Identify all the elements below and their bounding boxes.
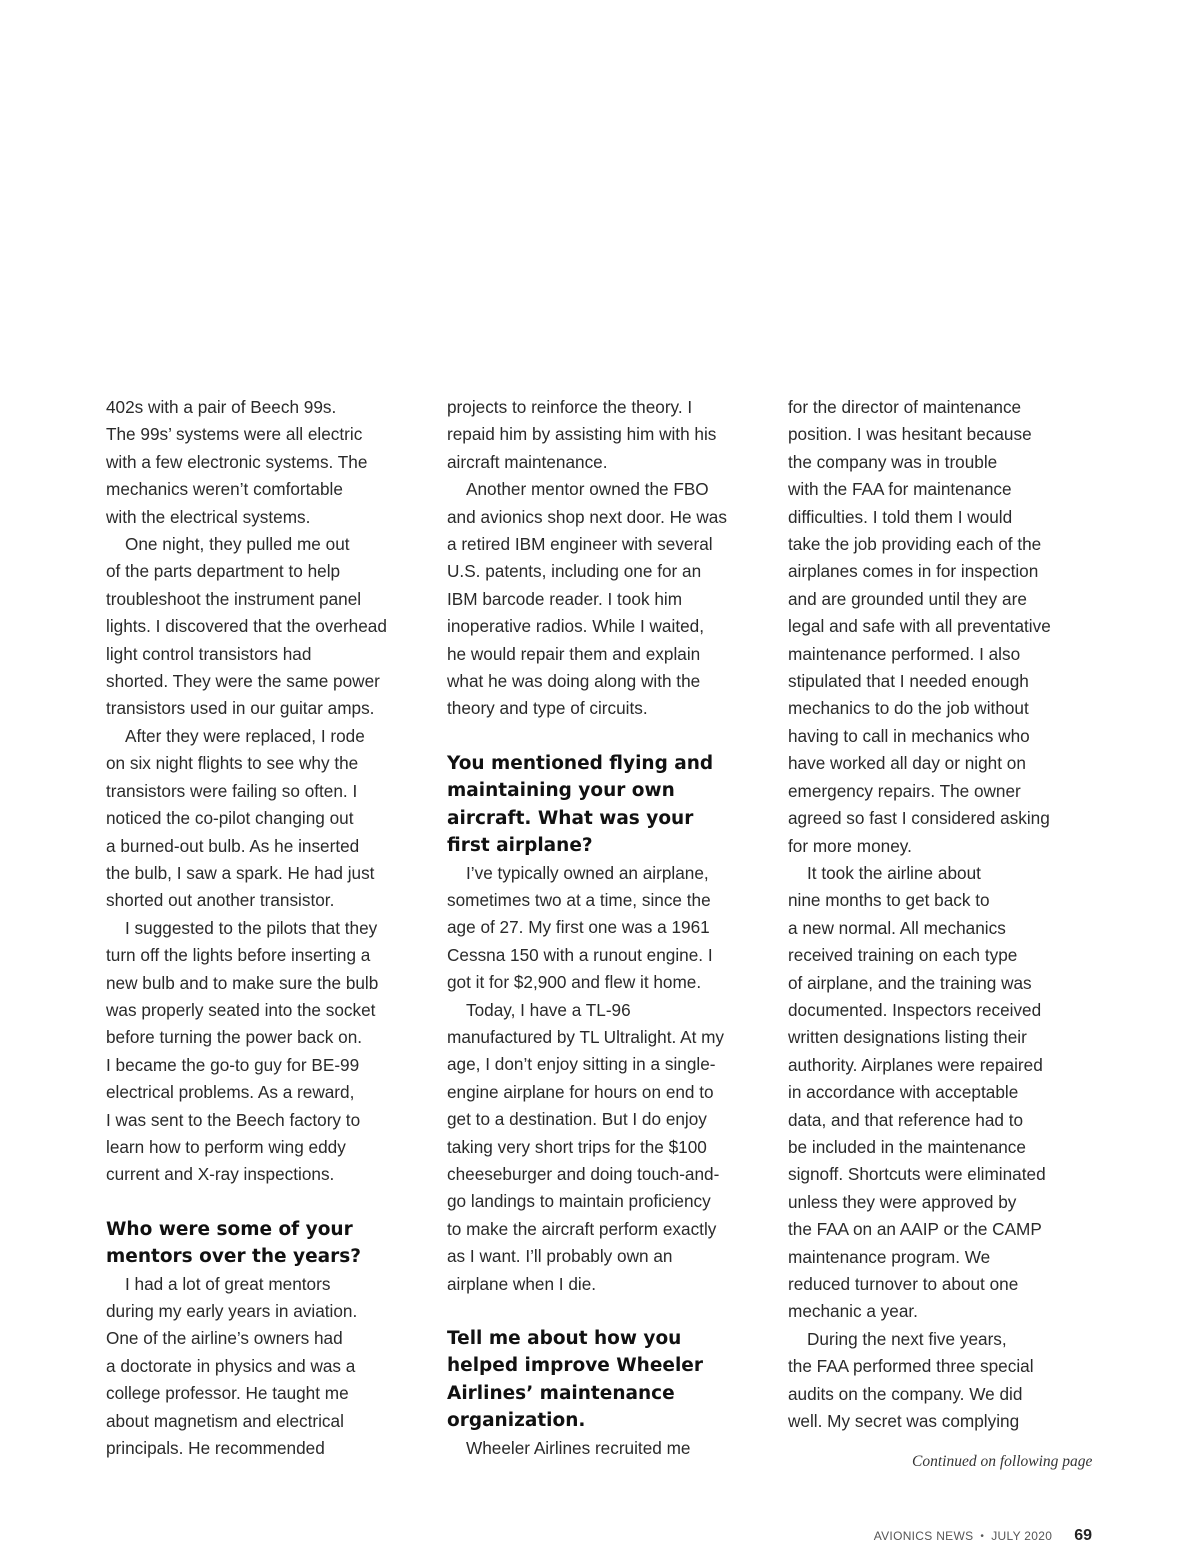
body-text-line: age, I don’t enjoy sitting in a single- xyxy=(447,1054,716,1075)
body-text-line: got it for $2,900 and flew it home. xyxy=(447,972,702,993)
footer-separator: • xyxy=(980,1531,985,1542)
section-spacer xyxy=(447,723,757,750)
body-text-line: written designations listing their xyxy=(788,1027,1027,1048)
body-text-line: transistors used in our guitar amps. xyxy=(106,698,375,719)
body-text-line: of airplane, and the training was xyxy=(788,972,1032,993)
body-text-line: I became the go-to guy for BE-99 xyxy=(106,1054,360,1075)
body-text-line: to make the aircraft perform exactly xyxy=(447,1218,717,1239)
body-text-line: emergency repairs. The owner xyxy=(788,780,1021,801)
publication-name: AVIONICS NEWS xyxy=(873,1529,974,1543)
body-text-line: the bulb, I saw a spark. He had just xyxy=(106,862,375,883)
body-text-line: One night, they pulled me out xyxy=(125,534,350,555)
body-text-line: Wheeler Airlines recruited me xyxy=(466,1437,691,1458)
body-text-line: It took the airline about xyxy=(807,862,981,883)
body-text-line: After they were replaced, I rode xyxy=(125,725,365,746)
body-text-line: stipulated that I needed enough xyxy=(788,671,1029,692)
body-text-line: was properly seated into the socket xyxy=(106,999,376,1020)
body-text-line: as I want. I’ll probably own an xyxy=(447,1246,673,1267)
body-text-line: go landings to maintain proficiency xyxy=(447,1191,711,1212)
body-text-line: maintenance program. We xyxy=(788,1246,991,1267)
body-text-line: a new normal. All mechanics xyxy=(788,917,1006,938)
body-text-line: and are grounded until they are xyxy=(788,588,1027,609)
section-heading-line: Airlines’ maintenance xyxy=(447,1382,675,1404)
body-text-line: age of 27. My first one was a 1961 xyxy=(447,917,710,938)
body-text-line: a retired IBM engineer with several xyxy=(447,534,713,555)
body-text-line: repaid him by assisting him with his xyxy=(447,424,717,445)
body-text-line: I’ve typically owned an airplane, xyxy=(466,862,709,883)
section-spacer xyxy=(447,1298,757,1325)
body-text-line: manufactured by TL Ultralight. At my xyxy=(447,1026,725,1047)
issue-date: JULY 2020 xyxy=(991,1529,1053,1543)
body-text-line: aircraft maintenance. xyxy=(447,451,608,472)
body-text-line: with the FAA for maintenance xyxy=(788,479,1012,500)
body-text-line: with a few electronic systems. The xyxy=(106,451,368,472)
body-text-line: current and X-ray inspections. xyxy=(106,1164,335,1185)
body-text-line: college professor. He taught me xyxy=(106,1383,349,1404)
body-text-line: lights. I discovered that the overhead xyxy=(106,616,387,637)
body-text-line: I had a lot of great mentors xyxy=(125,1273,331,1294)
body-text-line: signoff. Shortcuts were eliminated xyxy=(788,1164,1046,1185)
body-text-line: mechanic a year. xyxy=(788,1301,918,1322)
body-text-line: taking very short trips for the $100 xyxy=(447,1136,707,1157)
body-text-line: cheeseburger and doing touch-and- xyxy=(447,1163,720,1184)
body-text-line: Another mentor owned the FBO xyxy=(466,479,709,500)
body-text-line: in accordance with acceptable xyxy=(788,1082,1019,1103)
body-text-line: for the director of maintenance xyxy=(788,397,1022,417)
section-heading-line: first airplane? xyxy=(447,835,593,857)
body-text-line: agreed so fast I considered asking xyxy=(788,808,1050,829)
body-text-line: learn how to perform wing eddy xyxy=(106,1136,346,1157)
body-text-line: before turning the power back on. xyxy=(106,1027,363,1048)
body-text-line: during my early years in aviation. xyxy=(106,1301,358,1321)
body-text-line: be included in the maintenance xyxy=(788,1136,1026,1157)
body-text-line: engine airplane for hours on end to xyxy=(447,1081,714,1102)
body-text-line: troubleshoot the instrument panel xyxy=(106,588,362,609)
body-text-line: legal and safe with all preventative xyxy=(788,616,1051,637)
article-column-2 xyxy=(447,394,757,1462)
body-text-line: well. My secret was complying xyxy=(788,1411,1020,1432)
body-text-line: shorted. They were the same power xyxy=(106,671,380,692)
body-text-line: the company was in trouble xyxy=(788,451,998,472)
section-heading-line: helped improve Wheeler xyxy=(447,1355,703,1377)
body-text-line: Cessna 150 with a runout engine. I xyxy=(447,944,713,965)
body-text-line: maintenance performed. I also xyxy=(788,643,1021,664)
section-heading-line: maintaining your own xyxy=(447,780,675,802)
body-text-line: position. I was hesitant because xyxy=(788,424,1032,445)
body-text-line: U.S. patents, including one for an xyxy=(447,561,702,582)
article-column-3 xyxy=(788,394,1098,1435)
body-text-line: mechanics to do the job without xyxy=(788,698,1029,719)
body-text-line: transistors were failing so often. I xyxy=(106,780,358,801)
body-text-line: turn off the lights before inserting a xyxy=(106,945,371,966)
section-heading-line: You mentioned flying and xyxy=(447,752,714,774)
body-text-line: a doctorate in physics and was a xyxy=(106,1355,356,1376)
body-text-line: the FAA performed three special xyxy=(788,1356,1034,1377)
body-text-line: I was sent to the Beech factory to xyxy=(106,1109,361,1130)
body-text-line: difficulties. I told them I would xyxy=(788,506,1013,527)
continued-note: Continued on following page xyxy=(912,1453,1093,1470)
body-text-line: shorted out another transistor. xyxy=(106,890,335,911)
body-text-line: 402s with a pair of Beech 99s. xyxy=(106,397,337,417)
body-text-line: nine months to get back to xyxy=(788,890,990,911)
body-text-line: received training on each type xyxy=(788,945,1018,966)
body-text-line: airplane when I die. xyxy=(447,1273,597,1294)
body-text-line: for more money. xyxy=(788,835,912,856)
body-text-line: on six night flights to see why the xyxy=(106,753,359,774)
body-text-line: what he was doing along with the xyxy=(447,671,701,692)
body-text-line: During the next five years, xyxy=(807,1328,1007,1349)
body-text-line: One of the airline’s owners had xyxy=(106,1328,343,1349)
body-text-line: about magnetism and electrical xyxy=(106,1410,344,1431)
body-text-line: theory and type of circuits. xyxy=(447,698,648,719)
body-text-line: sometimes two at a time, since the xyxy=(447,889,711,910)
section-heading-line: Tell me about how you xyxy=(447,1328,682,1349)
body-text-line: and avionics shop next door. He was xyxy=(447,506,727,527)
body-text-line: inoperative radios. While I waited, xyxy=(447,616,704,637)
body-text-line: with the electrical systems. xyxy=(106,506,311,527)
body-text-line: IBM barcode reader. I took him xyxy=(447,588,683,609)
body-text-line: airplanes comes in for inspection xyxy=(788,561,1039,582)
body-text-line: noticed the co-pilot changing out xyxy=(106,808,354,829)
body-text-line: principals. He recommended xyxy=(106,1438,325,1459)
body-text-line: a burned-out bulb. As he inserted xyxy=(106,835,360,856)
body-text-line: projects to reinforce the theory. I xyxy=(447,397,693,417)
body-text-line: audits on the company. We did xyxy=(788,1383,1023,1404)
body-text-line: light control transistors had xyxy=(106,643,312,664)
page-number: 69 xyxy=(1074,1527,1092,1544)
body-text-line: new bulb and to make sure the bulb xyxy=(106,972,379,993)
body-text-line: he would repair them and explain xyxy=(447,643,701,664)
section-heading-line: aircraft. What was your xyxy=(447,807,694,829)
body-text-line: documented. Inspectors received xyxy=(788,999,1042,1020)
section-heading-line: mentors over the years? xyxy=(106,1246,361,1268)
body-text-line: data, and that reference had to xyxy=(788,1109,1024,1130)
page-footer xyxy=(874,1527,1092,1545)
body-text-line: the FAA on an AAIP or the CAMP xyxy=(788,1219,1042,1240)
body-text-line: The 99s’ systems were all electric xyxy=(106,424,363,445)
section-spacer xyxy=(106,1189,416,1216)
body-text-line: unless they were approved by xyxy=(788,1191,1017,1212)
body-text-line: mechanics weren’t comfortable xyxy=(106,479,343,500)
body-text-line: get to a destination. But I do enjoy xyxy=(447,1109,707,1130)
article-column-1 xyxy=(106,394,416,1462)
body-text-line: take the job providing each of the xyxy=(788,534,1042,555)
body-text-line: I suggested to the pilots that they xyxy=(125,917,378,938)
section-heading-line: Who were some of your xyxy=(106,1218,353,1240)
section-heading-line: organization. xyxy=(447,1410,586,1432)
body-text-line: of the parts department to help xyxy=(106,561,341,582)
body-text-line: electrical problems. As a reward, xyxy=(106,1082,355,1103)
body-text-line: Today, I have a TL-96 xyxy=(466,999,631,1020)
body-text-line: reduced turnover to about one xyxy=(788,1274,1019,1294)
body-text-line: having to call in mechanics who xyxy=(788,725,1030,746)
body-text-line: have worked all day or night on xyxy=(788,753,1026,774)
body-text-line: authority. Airplanes were repaired xyxy=(788,1054,1043,1075)
